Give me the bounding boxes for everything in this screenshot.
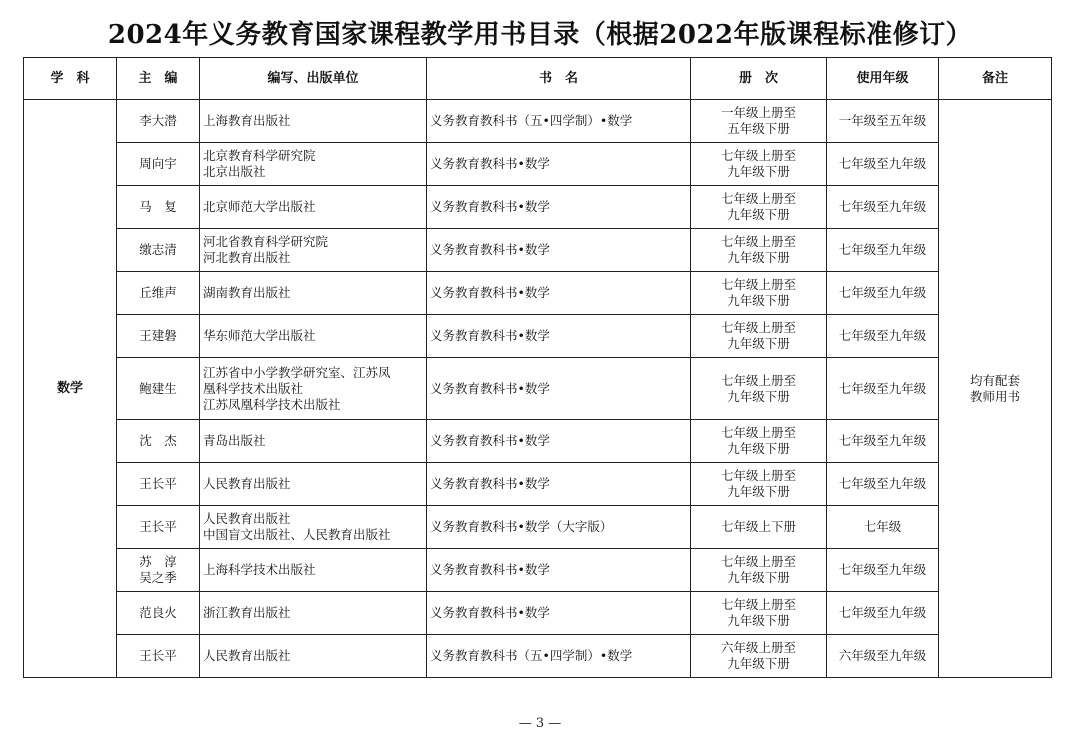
editor-cell bbox=[117, 420, 200, 463]
publisher-cell bbox=[200, 506, 427, 549]
volume-cell-line: 一年级上册至 bbox=[720, 105, 796, 120]
editor-cell bbox=[117, 635, 200, 678]
editor-cell bbox=[117, 592, 200, 635]
book-title-cell: 义务教育教科书•数学 bbox=[427, 420, 691, 463]
editor-cell-line: 王长平 bbox=[139, 519, 177, 534]
table-row bbox=[24, 506, 1052, 549]
publisher-cell-line: 河北省教育科学研究院 bbox=[203, 234, 329, 249]
grade-cell: 七年级至九年级 bbox=[827, 229, 939, 272]
volume-cell-line: 九年级下册 bbox=[727, 441, 790, 456]
table-row bbox=[24, 358, 1052, 420]
volume-cell bbox=[691, 463, 827, 506]
note-cell bbox=[939, 100, 1052, 678]
volume-cell bbox=[691, 549, 827, 592]
publisher-cell bbox=[200, 315, 427, 358]
publisher-cell bbox=[200, 420, 427, 463]
volume-cell-line: 九年级下册 bbox=[727, 484, 790, 499]
grade-cell: 七年级至九年级 bbox=[827, 549, 939, 592]
publisher-cell bbox=[200, 463, 427, 506]
editor-cell-line: 吴之季 bbox=[139, 570, 177, 585]
table-row bbox=[24, 592, 1052, 635]
editor-cell-line: 李大潜 bbox=[139, 113, 177, 128]
editor-cell-line: 周向宇 bbox=[139, 156, 177, 171]
publisher-cell bbox=[200, 229, 427, 272]
volume-cell-line: 九年级下册 bbox=[727, 293, 790, 308]
volume-cell-line: 九年级下册 bbox=[727, 164, 790, 179]
volume-cell-line: 七年级上册至 bbox=[720, 554, 796, 569]
editor-cell bbox=[117, 463, 200, 506]
publisher-cell-line: 华东师范大学出版社 bbox=[203, 328, 316, 343]
grade-cell: 七年级至九年级 bbox=[827, 143, 939, 186]
publisher-cell bbox=[200, 592, 427, 635]
book-title-cell: 义务教育教科书•数学 bbox=[427, 229, 691, 272]
publisher-cell bbox=[200, 635, 427, 678]
grade-cell: 一年级至五年级 bbox=[827, 100, 939, 143]
editor-cell-line: 王长平 bbox=[139, 476, 177, 491]
publisher-cell bbox=[200, 272, 427, 315]
header-note: 备注 bbox=[939, 58, 1052, 100]
table-row bbox=[24, 635, 1052, 678]
volume-cell bbox=[691, 100, 827, 143]
editor-cell bbox=[117, 506, 200, 549]
volume-cell bbox=[691, 186, 827, 229]
editor-cell-line: 缴志清 bbox=[139, 242, 177, 257]
publisher-cell-line: 人民教育出版社 bbox=[203, 476, 291, 491]
book-title-cell: 义务教育教科书•数学（大字版） bbox=[427, 506, 691, 549]
book-title-cell: 义务教育教科书（五•四学制）•数学 bbox=[427, 100, 691, 143]
editor-cell-line: 王长平 bbox=[139, 648, 177, 663]
editor-cell bbox=[117, 229, 200, 272]
publisher-cell-line: 上海科学技术出版社 bbox=[203, 562, 316, 577]
book-title-cell: 义务教育教科书•数学 bbox=[427, 315, 691, 358]
publisher-cell-line: 江苏凤凰科学技术出版社 bbox=[203, 396, 341, 412]
editor-cell-line: 马 复 bbox=[139, 199, 177, 214]
volume-cell bbox=[691, 506, 827, 549]
editor-cell bbox=[117, 315, 200, 358]
book-title-cell: 义务教育教科书•数学 bbox=[427, 186, 691, 229]
editor-cell bbox=[117, 143, 200, 186]
volume-cell-line: 七年级上册至 bbox=[720, 234, 796, 249]
volume-cell-line: 六年级上册至 bbox=[720, 640, 796, 655]
editor-cell bbox=[117, 549, 200, 592]
volume-cell-line: 七年级上册至 bbox=[720, 597, 796, 612]
volume-cell-line: 九年级下册 bbox=[727, 336, 790, 351]
table-header-row bbox=[24, 58, 1052, 100]
publisher-cell-line: 北京教育科学研究院 bbox=[203, 148, 316, 163]
table-row bbox=[24, 420, 1052, 463]
publisher-cell bbox=[200, 549, 427, 592]
editor-cell-line: 苏 淳 bbox=[139, 554, 177, 569]
table-row bbox=[24, 549, 1052, 592]
volume-cell-line: 九年级下册 bbox=[727, 388, 790, 404]
publisher-cell-line: 浙江教育出版社 bbox=[203, 605, 291, 620]
note-cell-line: 教师用书 bbox=[969, 388, 1020, 404]
publisher-cell bbox=[200, 100, 427, 143]
subject-cell: 数学 bbox=[24, 100, 117, 678]
publisher-cell-line: 中国盲文出版社、人民教育出版社 bbox=[203, 527, 391, 542]
header-editor: 主 编 bbox=[117, 58, 200, 100]
table-row bbox=[24, 100, 1052, 143]
publisher-cell-line: 江苏省中小学教学研究室、江苏凤 bbox=[203, 364, 391, 380]
grade-cell: 七年级 bbox=[827, 506, 939, 549]
note-cell-line: 均有配套 bbox=[969, 372, 1020, 388]
volume-cell-line: 七年级上册至 bbox=[720, 320, 796, 335]
book-title-cell: 义务教育教科书•数学 bbox=[427, 358, 691, 420]
publisher-cell bbox=[200, 186, 427, 229]
publisher-cell-line: 河北教育出版社 bbox=[203, 250, 291, 265]
grade-cell: 七年级至九年级 bbox=[827, 420, 939, 463]
volume-cell bbox=[691, 420, 827, 463]
header-volume: 册 次 bbox=[691, 58, 827, 100]
volume-cell bbox=[691, 229, 827, 272]
header-publisher: 编写、出版单位 bbox=[200, 58, 427, 100]
volume-cell-line: 七年级上册至 bbox=[720, 372, 796, 388]
book-title-cell: 义务教育教科书•数学 bbox=[427, 143, 691, 186]
grade-cell: 七年级至九年级 bbox=[827, 592, 939, 635]
editor-cell-line: 沈 杰 bbox=[139, 433, 177, 448]
editor-cell-line: 鲍建生 bbox=[139, 380, 177, 396]
publisher-cell-line: 人民教育出版社 bbox=[203, 511, 291, 526]
publisher-cell-line: 人民教育出版社 bbox=[203, 648, 291, 663]
editor-cell bbox=[117, 100, 200, 143]
grade-cell: 七年级至九年级 bbox=[827, 315, 939, 358]
volume-cell bbox=[691, 315, 827, 358]
volume-cell bbox=[691, 272, 827, 315]
publisher-cell-line: 上海教育出版社 bbox=[203, 113, 291, 128]
volume-cell-line: 五年级下册 bbox=[727, 121, 790, 136]
volume-cell-line: 九年级下册 bbox=[727, 250, 790, 265]
textbook-catalog-table bbox=[23, 57, 1052, 678]
editor-cell bbox=[117, 358, 200, 420]
publisher-cell bbox=[200, 143, 427, 186]
volume-cell-line: 七年级上册至 bbox=[720, 277, 796, 292]
volume-cell bbox=[691, 592, 827, 635]
volume-cell-line: 七年级上下册 bbox=[720, 519, 796, 534]
book-title-cell: 义务教育教科书•数学 bbox=[427, 592, 691, 635]
grade-cell: 七年级至九年级 bbox=[827, 358, 939, 420]
editor-cell-line: 丘维声 bbox=[139, 285, 177, 300]
editor-cell-line: 范良火 bbox=[139, 605, 177, 620]
editor-cell bbox=[117, 272, 200, 315]
volume-cell-line: 九年级下册 bbox=[727, 570, 790, 585]
page-number: — 3 — bbox=[518, 716, 562, 731]
volume-cell-line: 七年级上册至 bbox=[720, 191, 796, 206]
volume-cell-line: 九年级下册 bbox=[727, 207, 790, 222]
editor-cell bbox=[117, 186, 200, 229]
volume-cell-line: 九年级下册 bbox=[727, 656, 790, 671]
grade-cell: 七年级至九年级 bbox=[827, 186, 939, 229]
volume-cell bbox=[691, 635, 827, 678]
table-row bbox=[24, 463, 1052, 506]
table-row bbox=[24, 143, 1052, 186]
header-grade: 使用年级 bbox=[827, 58, 939, 100]
table-row bbox=[24, 315, 1052, 358]
grade-cell: 六年级至九年级 bbox=[827, 635, 939, 678]
volume-cell bbox=[691, 143, 827, 186]
header-book-title: 书 名 bbox=[427, 58, 691, 100]
volume-cell-line: 七年级上册至 bbox=[720, 148, 796, 163]
table-body bbox=[24, 100, 1052, 678]
table-row bbox=[24, 229, 1052, 272]
volume-cell-line: 七年级上册至 bbox=[720, 468, 796, 483]
book-title-cell: 义务教育教科书•数学 bbox=[427, 549, 691, 592]
volume-cell bbox=[691, 358, 827, 420]
table-row bbox=[24, 186, 1052, 229]
editor-cell-line: 王建磐 bbox=[139, 328, 177, 343]
publisher-cell bbox=[200, 358, 427, 420]
book-title-cell: 义务教育教科书•数学 bbox=[427, 463, 691, 506]
page-title: 2024年义务教育国家课程教学用书目录（根据2022年版课程标准修订） bbox=[107, 20, 973, 50]
grade-cell: 七年级至九年级 bbox=[827, 272, 939, 315]
publisher-cell-line: 湖南教育出版社 bbox=[203, 285, 291, 300]
publisher-cell-line: 北京出版社 bbox=[203, 164, 266, 179]
publisher-cell-line: 凰科学技术出版社 bbox=[203, 380, 304, 396]
volume-cell-line: 九年级下册 bbox=[727, 613, 790, 628]
publisher-cell-line: 北京师范大学出版社 bbox=[203, 199, 316, 214]
book-title-cell: 义务教育教科书•数学 bbox=[427, 272, 691, 315]
table-row bbox=[24, 272, 1052, 315]
volume-cell-line: 七年级上册至 bbox=[720, 425, 796, 440]
book-title-cell: 义务教育教科书（五•四学制）•数学 bbox=[427, 635, 691, 678]
grade-cell: 七年级至九年级 bbox=[827, 463, 939, 506]
publisher-cell-line: 青岛出版社 bbox=[203, 433, 266, 448]
header-subject: 学 科 bbox=[24, 58, 117, 100]
